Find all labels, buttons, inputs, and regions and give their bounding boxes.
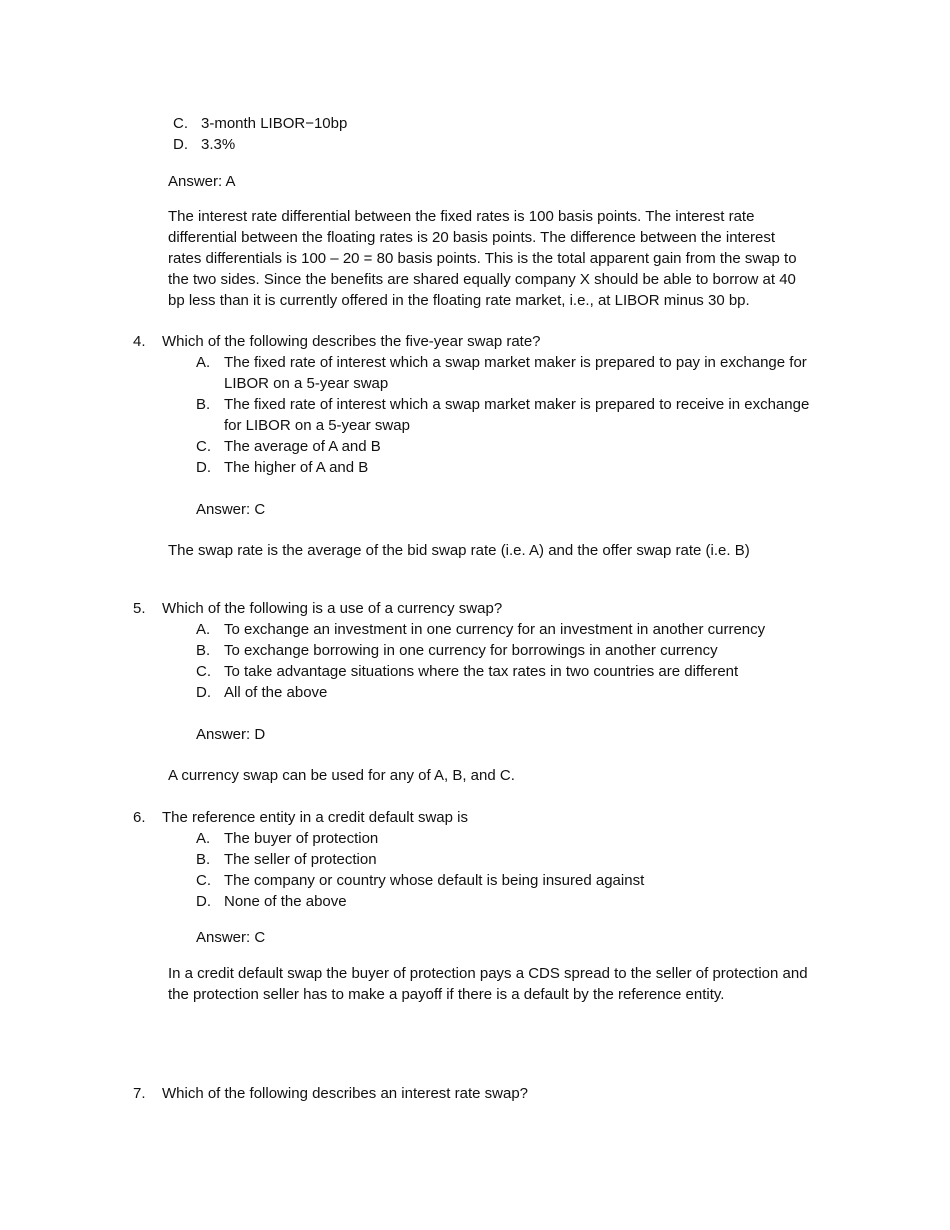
answer: Answer: C xyxy=(196,929,266,946)
option-letter: D. xyxy=(196,459,211,476)
option-text: 3-month LIBOR−10bp xyxy=(201,115,348,132)
option-letter: C. xyxy=(196,663,211,680)
answer: Answer: D xyxy=(196,726,266,743)
option-letter: D. xyxy=(196,893,211,910)
explanation-line: A currency swap can be used for any of A, B, and C. xyxy=(168,767,515,784)
answer: Answer: C xyxy=(196,501,266,518)
option-text: To exchange an investment in one currency for an investment in another currency xyxy=(224,621,766,638)
option-text: The fixed rate of interest which a swap market maker is prepared to pay in exchange for xyxy=(224,354,807,371)
option-letter: D. xyxy=(196,684,211,701)
explanation-line: The swap rate is the average of the bid swap rate (i.e. A) and the offer swap rate (i.e. B) xyxy=(168,542,750,559)
option-letter: A. xyxy=(196,621,211,638)
option-text: The average of A and B xyxy=(224,438,381,455)
option-letter: A. xyxy=(196,830,211,847)
explanation-line: bp less than it is currently offered in the floating rate market, i.e., at LIBOR minus 30 bp. xyxy=(168,292,750,309)
option-text: The buyer of protection xyxy=(224,830,379,847)
carryover-answer: Answer: A xyxy=(168,173,236,190)
question-text: Which of the following describes the five-year swap rate? xyxy=(162,333,541,350)
question-text: Which of the following describes an interest rate swap? xyxy=(162,1085,529,1102)
option-text: All of the above xyxy=(224,684,328,701)
option-text: 3.3% xyxy=(201,136,236,153)
question-number: 5. xyxy=(133,600,146,617)
explanation-line: rates differentials is 100 – 20 = 80 basis points. This is the total apparent gain from the swap to xyxy=(168,250,797,267)
option-text: The company or country whose default is being insured against xyxy=(224,872,645,889)
option-text: for LIBOR on a 5-year swap xyxy=(224,417,410,434)
option-text: The higher of A and B xyxy=(224,459,369,476)
explanation-line: In a credit default swap the buyer of protection pays a CDS spread to the seller of protection and xyxy=(168,965,808,982)
option-letter: A. xyxy=(196,354,211,371)
explanation-line: differential between the floating rates is 20 basis points. The difference between the interest xyxy=(168,229,776,246)
option-letter: B. xyxy=(196,851,211,868)
option-letter: C. xyxy=(173,115,188,132)
option-letter: B. xyxy=(196,396,211,413)
option-letter: C. xyxy=(196,438,211,455)
option-letter: C. xyxy=(196,872,211,889)
option-letter: D. xyxy=(173,136,188,153)
option-text: The seller of protection xyxy=(224,851,377,868)
option-letter: B. xyxy=(196,642,211,659)
question-number: 6. xyxy=(133,809,146,826)
explanation-line: The interest rate differential between the fixed rates is 100 basis points. The interest rate xyxy=(168,208,755,225)
question-text: Which of the following is a use of a currency swap? xyxy=(162,600,503,617)
explanation-line: the protection seller has to make a payoff if there is a default by the reference entity. xyxy=(168,986,725,1003)
explanation-line: the two sides. Since the benefits are shared equally company X should be able to borrow at 40 xyxy=(168,271,796,288)
question-text: The reference entity in a credit default swap is xyxy=(162,809,468,826)
option-text: LIBOR on a 5-year swap xyxy=(224,375,389,392)
option-text: None of the above xyxy=(224,893,347,910)
option-text: To take advantage situations where the tax rates in two countries are different xyxy=(224,663,739,680)
question-number: 7. xyxy=(133,1085,146,1102)
option-text: To exchange borrowing in one currency for borrowings in another currency xyxy=(224,642,718,659)
option-text: The fixed rate of interest which a swap market maker is prepared to receive in exchange xyxy=(224,396,810,413)
question-number: 4. xyxy=(133,333,146,350)
